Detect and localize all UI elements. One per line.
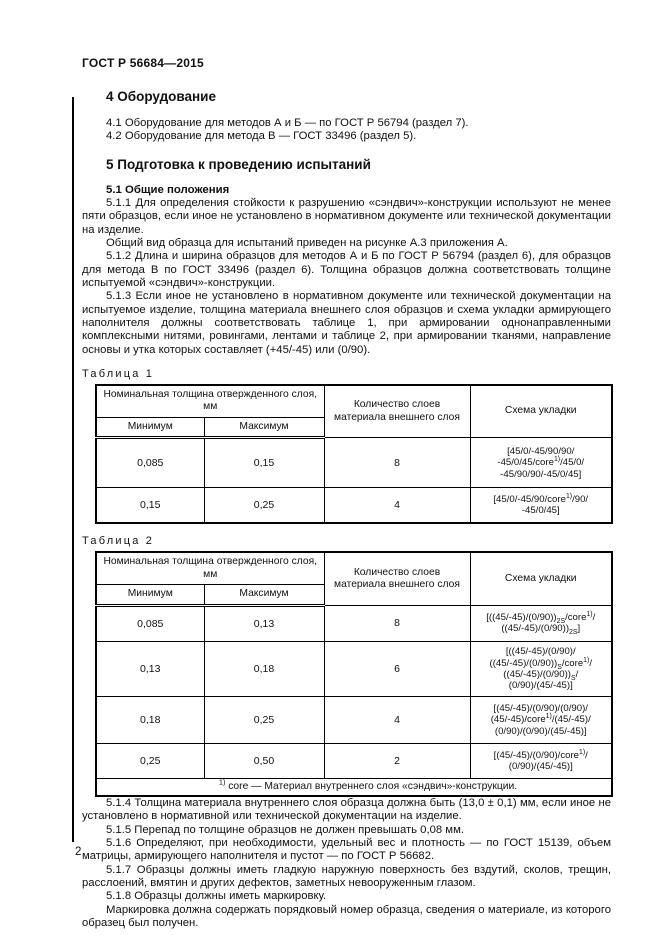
column-header-layers: Количество слоев материала внешнего слоя (324, 385, 470, 438)
clause-5-1-8-note: Маркировка должна содержать порядковый номер образца, сведения о материале, из которого образец был получен. (82, 903, 611, 930)
column-header-min: Минимум (96, 585, 204, 606)
cell-layers: 2 (324, 743, 470, 778)
cell-layers: 4 (324, 488, 470, 524)
clause-5-1-1-note: Общий вид образца для испытаний приведен на рисунке А.3 приложения А. (106, 236, 508, 249)
column-header-max: Максимум (204, 417, 324, 438)
table-2-header-row (96, 552, 612, 585)
clause-5-1-1: 5.1.1 Для определения стойкости к разрушению «сэндвич»-конструкции используют не менее пяти образцов, если иное не установлено в нормативном документе или технической документации на изделие. (82, 196, 611, 236)
cell-max: 0,15 (204, 438, 324, 488)
clause-5-1-6: 5.1.6 Определяют, при необходимости, удельный вес и плотность — по ГОСТ 15139, объем матрицы, армирующего наполнителя и пустот — по ГОСТ Р 56682. (82, 836, 611, 863)
clause-5-1-2: 5.1.2 Длина и ширина образцов для методов А и Б по ГОСТ Р 56794 (раздел 6), для образцов для метода В по ГОСТ 33496 (раздел 6). Толщина образцов должна соответствовать толщине испытуемой «сэндвич»-конструкции. (82, 250, 611, 289)
revision-change-bar (72, 97, 74, 842)
cell-scheme: [(45/-45)/(0/90)/core$^{1)}$/ (0/90)/(45/-45)] (470, 743, 612, 778)
cell-max: 0,25 (204, 488, 324, 524)
table-footnote-row (96, 778, 612, 796)
table-row (96, 743, 612, 778)
column-header-scheme: Схема укладки (470, 552, 612, 605)
subsection-5-1-title: 5.1 Общие положения (106, 183, 230, 196)
table-2-label: Таблица 2 (82, 535, 155, 548)
column-header-scheme: Схема укладки (470, 385, 612, 438)
clause-5-1-7: 5.1.7 Образцы должны иметь гладкую наружную поверхность без вздутий, сколов, трещин, расслоений, вмятин и других дефектов, заметных невооруженным глазом. (82, 863, 611, 889)
clause-4-2: 4.2 Оборудование для метода В — ГОСТ 33496 (раздел 5). (106, 130, 417, 143)
cell-min: 0,25 (96, 743, 204, 778)
cell-scheme: [(45/-45)/(0/90)/(0/90)/ (45/-45)/core$^{1)}$/(45/-45)/ (0/90)/(0/90)/(45/-45)] (470, 696, 612, 743)
cell-scheme: [45/0/-45/90/90/ -45/0/45/core$^{1)}$/45/0/ -45/90/90/-45/0/45] (470, 438, 612, 488)
table-row (96, 641, 612, 696)
column-header-min: Минимум (96, 417, 204, 438)
section-5-title: 5 Подготовка к проведению испытаний (106, 156, 371, 172)
cell-max: 0,50 (204, 743, 324, 778)
cell-max: 0,13 (204, 605, 324, 641)
cell-min: 0,18 (96, 696, 204, 743)
cell-scheme: [((45/-45)/(0/90)/ $((45/-45)/(0/90))_S/core^{1)}/$ $((45/-45)/(0/90))_S/$ (0/90)/(45/-45)] (470, 641, 612, 696)
column-header-thickness-group: Номинальная толщина отвержденного слоя, мм (96, 385, 324, 418)
table-1-header-row (96, 385, 612, 418)
document-number: ГОСТ Р 56684—2015 (82, 56, 204, 70)
cell-min: 0,15 (96, 488, 204, 524)
table-row (96, 488, 612, 524)
cell-max: 0,25 (204, 696, 324, 743)
clause-5-1-3: 5.1.3 Если иное не установлено в нормативном документе или технической документации на испытуемое изделие, толщина материала внешнего слоя образцов и схема укладки армирующего наполнителя должны соответствовать таблице 1, при армировании однонаправленными комплексными нитями, ровингами, лентами и таблице 2, при армировании тканями, направление основы и утка которых составляет (+45/-45) или (0/90). (82, 290, 611, 356)
column-header-thickness-group: Номинальная толщина отвержденного слоя, мм (96, 552, 324, 585)
table-row (96, 605, 612, 641)
column-header-max: Максимум (204, 585, 324, 606)
table-row (96, 438, 612, 488)
table-1 (95, 384, 613, 525)
column-header-layers: Количество слоев материала внешнего слоя (324, 552, 470, 605)
cell-layers: 8 (324, 605, 470, 641)
cell-layers: 8 (324, 438, 470, 488)
table-row (96, 696, 612, 743)
table-2 (95, 551, 613, 797)
table-footnote: $^{1)}$ core — Материал внутреннего слоя «сэндвич»-конструкции. (96, 778, 612, 796)
cell-max: 0,18 (204, 641, 324, 696)
clause-5-1-5: 5.1.5 Перепад по толщине образцов не должен превышать 0,08 мм. (106, 823, 464, 836)
cell-min: 0,085 (96, 605, 204, 641)
cell-layers: 6 (324, 641, 470, 696)
clause-5-1-8: 5.1.8 Образцы должны иметь маркировку. (106, 890, 327, 903)
clause-4-1: 4.1 Оборудование для методов А и Б — по ГОСТ Р 56794 (раздел 7). (106, 117, 469, 129)
cell-min: 0,13 (96, 641, 204, 696)
cell-min: 0,085 (96, 438, 204, 488)
page-number: 2 (75, 846, 82, 858)
cell-scheme: [$((45/-45)/(0/90))_{2S}/core^{1)}/$ $((45/-45)/(0/90))_{2S}$] (470, 605, 612, 641)
page-content (82, 56, 611, 930)
cell-scheme: [45/0/-45/90/core$^{1)}$/90/ -45/0/45] (470, 488, 612, 524)
table-1-label: Таблица 1 (82, 367, 155, 380)
section-4-title: 4 Оборудование (106, 89, 216, 104)
clause-5-1-4: 5.1.4 Толщина материала внутреннего слоя образца должна быть (13,0 ± 0,1) мм, если иное не установлено в нормативной или технической документации на изделие. (82, 796, 611, 823)
cell-layers: 4 (324, 696, 470, 743)
